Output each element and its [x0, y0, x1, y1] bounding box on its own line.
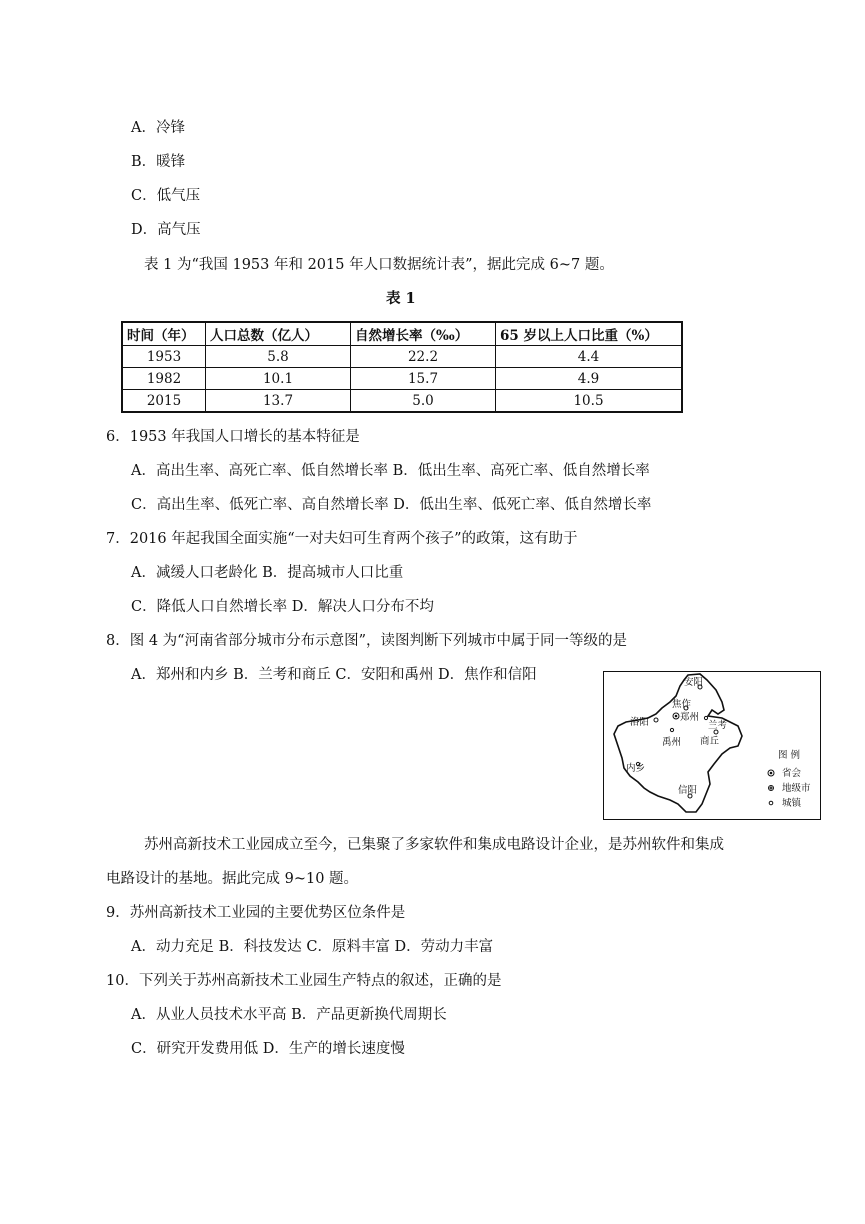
city-label-jiaozuo: 焦作 — [672, 699, 692, 710]
city-label-shangqiu: 商丘 — [700, 736, 720, 747]
legend-town-icon — [769, 801, 773, 805]
q7-options-2: C．降低人口自然增长率 D．解决人口分布不均 — [131, 599, 434, 615]
table-header: 自然增长率（‰） — [351, 322, 496, 346]
q8-stem: 8．图 4 为“河南省部分城市分布示意图”，读图判断下列城市中属于同一等级的是 — [106, 633, 627, 649]
table-row — [122, 368, 682, 390]
q10-options-1: A．从业人员技术水平高 B．产品更新换代周期长 — [131, 1007, 447, 1023]
table-cell: 22.2 — [351, 346, 496, 368]
table-caption: 表 1 — [386, 290, 416, 307]
city-label-lankao: 兰考 — [708, 720, 728, 731]
table-cell: 5.0 — [351, 390, 496, 413]
q10-stem: 10．下列关于苏州高新技术工业园生产特点的叙述，正确的是 — [106, 973, 502, 989]
table-row — [122, 390, 682, 413]
q9-stem: 9．苏州高新技术工业园的主要优势区位条件是 — [106, 905, 406, 921]
city-label-xinyang: 信阳 — [678, 785, 698, 796]
city-label-luoyang: 洛阳 — [630, 717, 650, 728]
prev-option-a: A．冷锋 — [131, 120, 185, 136]
park-intro-line-2: 电路设计的基地。据此完成 9~10 题。 — [106, 871, 359, 887]
table-header-row — [122, 322, 682, 346]
table-header: 时间（年） — [122, 322, 206, 346]
q8-options-1: A．郑州和内乡 B．兰考和商丘 C．安阳和禹州 D．焦作和信阳 — [131, 667, 537, 683]
park-intro-line-1: 苏州高新技术工业园成立至今，已集聚了多家软件和集成电路设计企业，是苏州软件和集成 — [144, 837, 724, 853]
q10-options-2: C．研究开发费用低 D．生产的增长速度慢 — [131, 1041, 405, 1057]
legend-prefecture-inner-icon — [770, 787, 772, 789]
q6-stem: 6．1953 年我国人口增长的基本特征是 — [106, 429, 360, 445]
city-marker-yuzhou — [670, 728, 673, 731]
city-label-anyang: 安阳 — [684, 677, 704, 688]
prev-option-b: B．暖锋 — [131, 154, 186, 170]
table-intro: 表 1 为“我国 1953 年和 2015 年人口数据统计表”，据此完成 6~7 题。 — [144, 257, 614, 273]
table-cell: 10.1 — [206, 368, 351, 390]
table-cell: 10.5 — [496, 390, 683, 413]
q9-options-1: A．动力充足 B．科技发达 C．原料丰富 D．劳动力丰富 — [131, 939, 494, 955]
city-label-neixiang: 内乡 — [626, 763, 646, 774]
city-label-yuzhou: 禹州 — [662, 737, 682, 748]
q7-options-1: A．减缓人口老龄化 B．提高城市人口比重 — [131, 565, 404, 581]
population-table — [121, 321, 683, 413]
q6-options-1: A．高出生率、高死亡率、低自然增长率 B．低出生率、高死亡率、低自然增长率 — [131, 463, 650, 479]
q7-stem: 7．2016 年起我国全面实施“一对夫妇可生育两个孩子”的政策，这有助于 — [106, 531, 578, 547]
legend-capital-dot-icon — [770, 772, 773, 775]
table-header: 65 岁以上人口比重（%） — [496, 322, 683, 346]
legend-prefecture-icon — [769, 786, 774, 791]
table-cell: 15.7 — [351, 368, 496, 390]
table-header: 人口总数（亿人） — [206, 322, 351, 346]
capital-dot-zhengzhou — [675, 715, 678, 718]
henan-city-map — [603, 671, 821, 820]
table-cell: 13.7 — [206, 390, 351, 413]
legend-title: 图 例 — [778, 750, 801, 761]
table-cell: 4.4 — [496, 346, 683, 368]
table-cell: 4.9 — [496, 368, 683, 390]
city-marker-luoyang — [654, 718, 658, 722]
prev-option-c: C．低气压 — [131, 188, 201, 204]
legend-prefecture-label: 地级市 — [782, 783, 811, 794]
henan-map-svg — [604, 672, 820, 819]
table-cell: 2015 — [122, 390, 206, 413]
table-row — [122, 346, 682, 368]
prev-option-d: D．高气压 — [131, 222, 201, 238]
legend-capital-label: 省会 — [782, 768, 802, 779]
legend-town-label: 城镇 — [782, 798, 802, 809]
q6-options-2: C．高出生率、低死亡率、高自然增长率 D．低出生率、低死亡率、低自然增长率 — [131, 497, 652, 513]
table-cell: 1982 — [122, 368, 206, 390]
city-label-zhengzhou: 郑州 — [680, 712, 700, 723]
table-cell: 1953 — [122, 346, 206, 368]
table-cell: 5.8 — [206, 346, 351, 368]
